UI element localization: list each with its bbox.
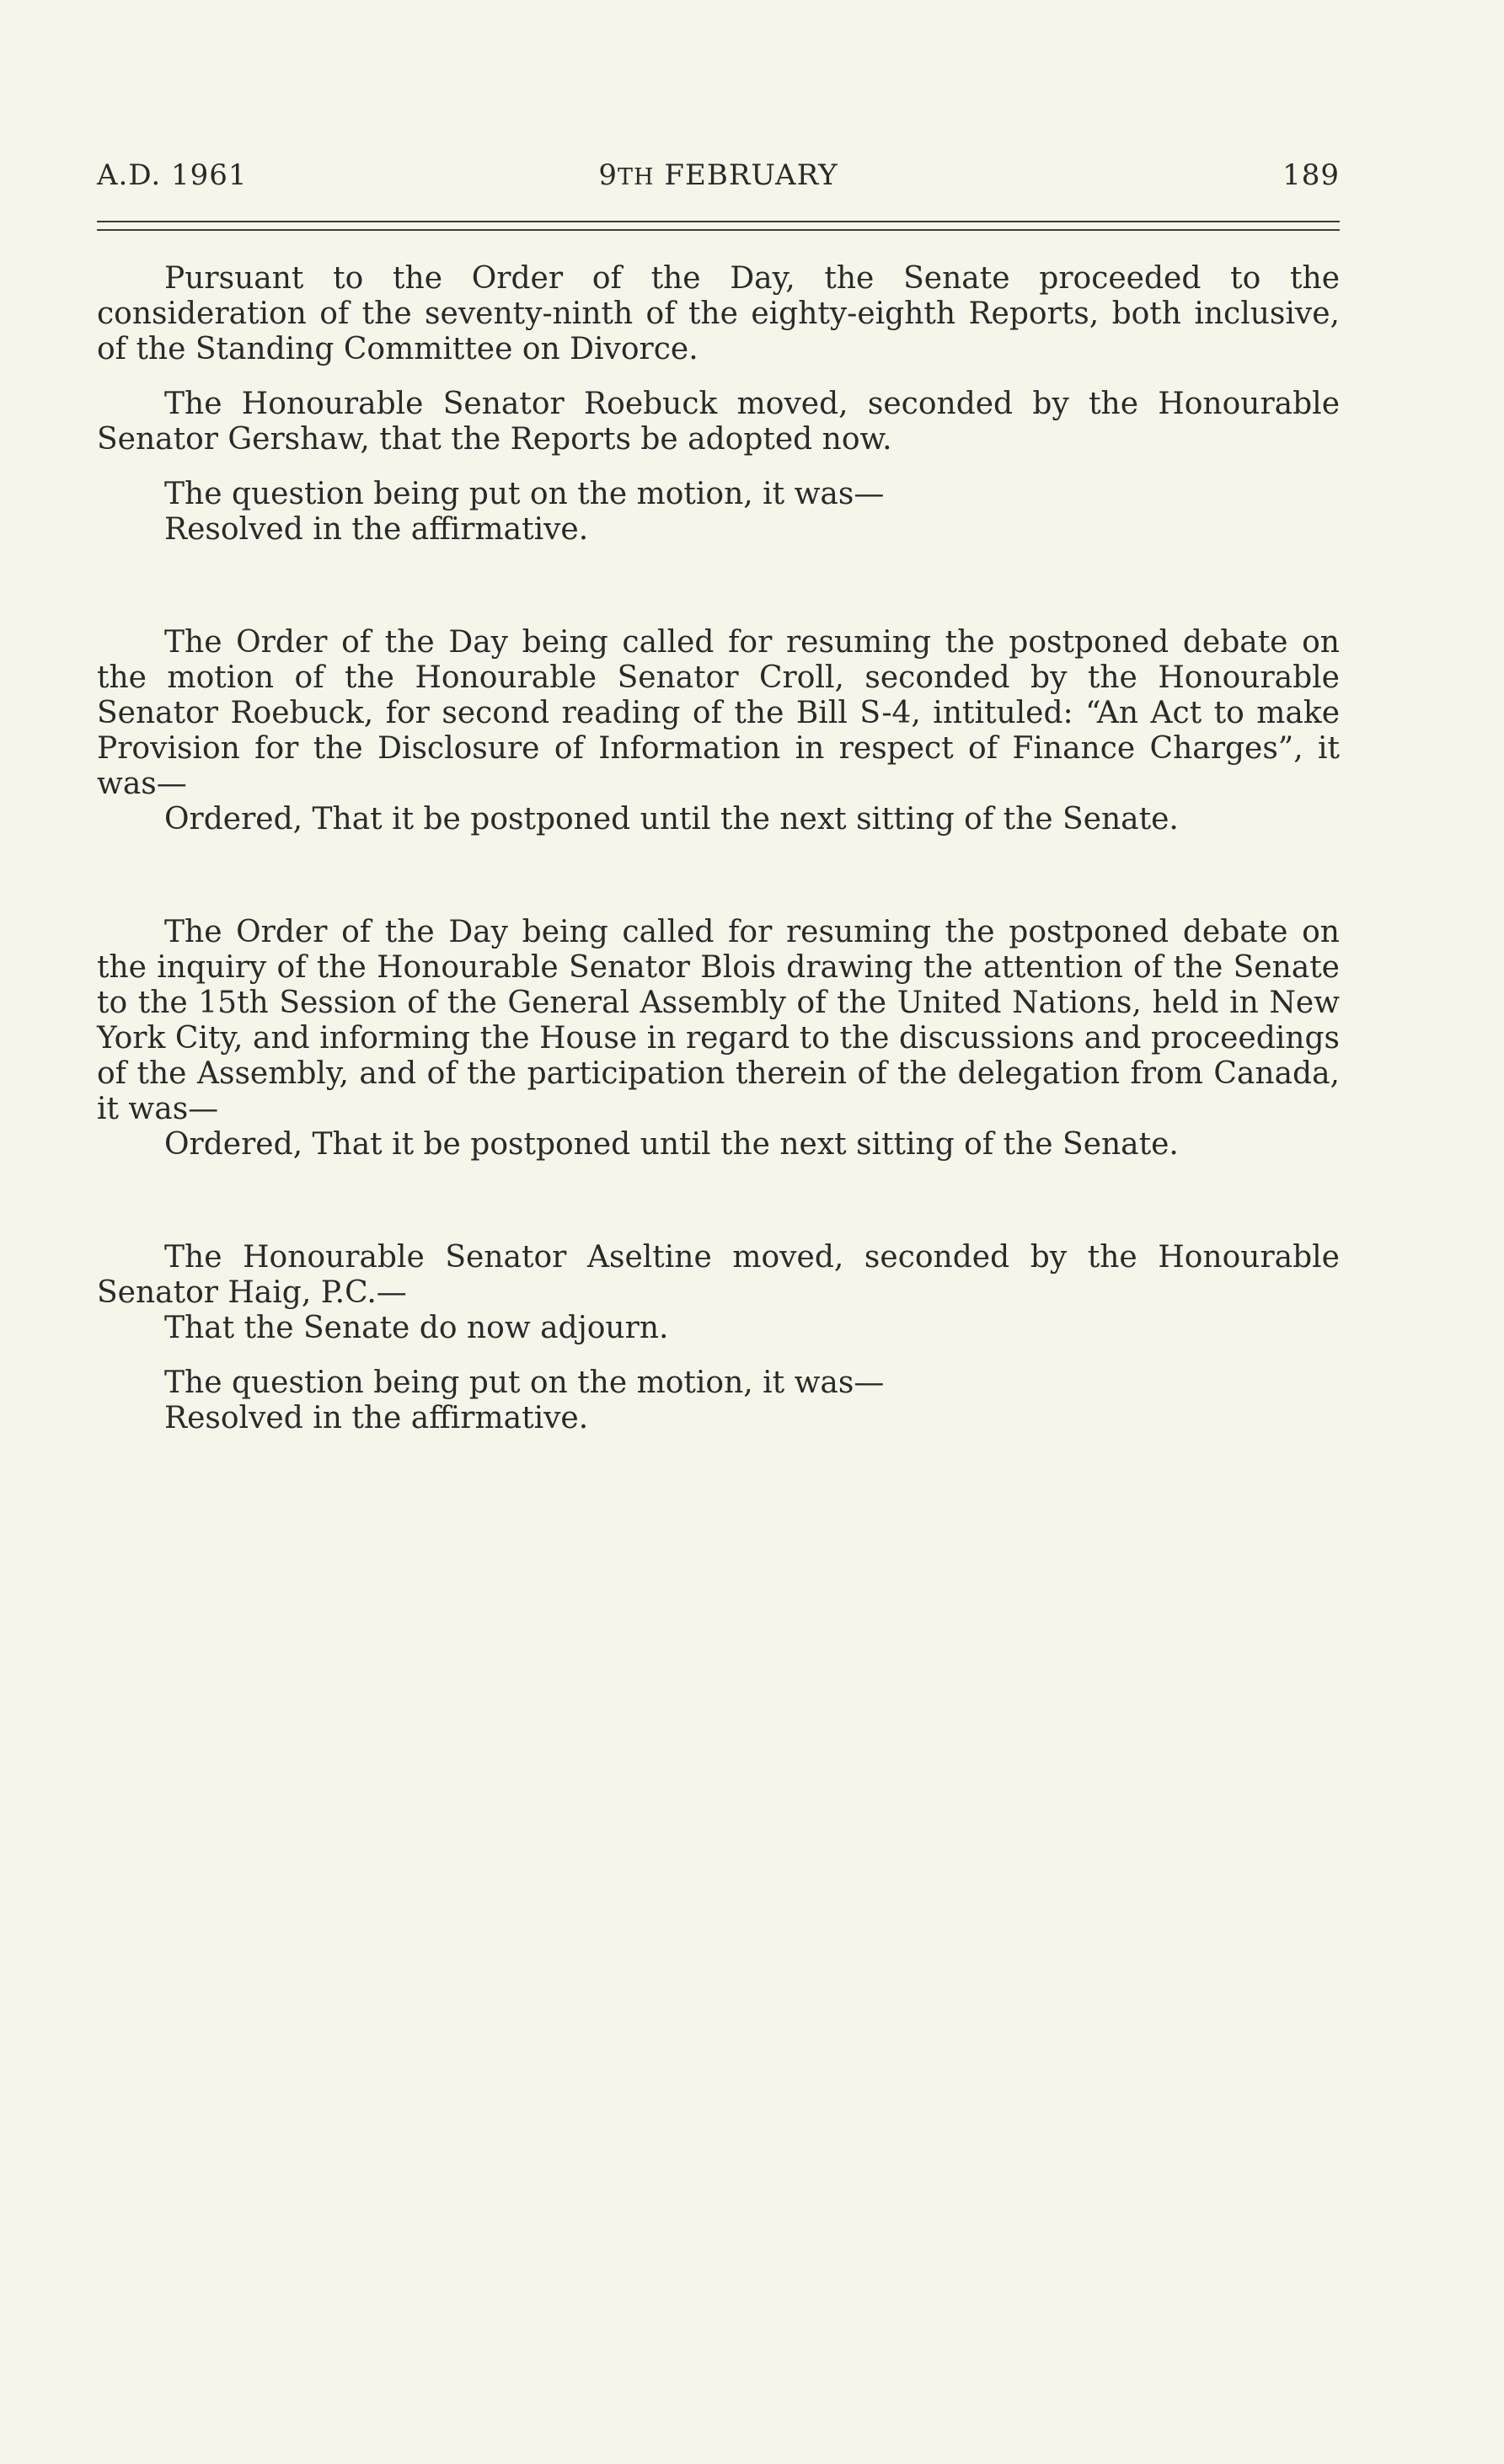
- paragraph: The Order of the Day being called for resuming the postponed debate on the motion of the Honourable Senator Croll, seconded by the Honourable Senator Roebuck, for second reading of the Bill S-4, intituled: “An Act to make Provision for the Disclosure of Information in respect of Finance Charges”, it was—: [97, 625, 1340, 801]
- paragraph: That the Senate do now adjourn.: [164, 1311, 669, 1345]
- paragraph: The Honourable Senator Aseltine moved, seconded by the Honourable Senator Haig, P.C.—: [97, 1240, 1340, 1310]
- paragraph: Ordered, That it be postponed until the next sitting of the Senate.: [164, 802, 1179, 836]
- page-header: [97, 158, 1340, 200]
- section-divorce-reports: [97, 261, 1340, 548]
- paragraph: Pursuant to the Order of the Day, the Senate proceeded to the consideration of the seventy-ninth of the eighty-eighth Reports, both inclusive, of the Standing Committee on Divorce.: [97, 261, 1340, 366]
- header-date: [97, 158, 1340, 192]
- header-year: A.D. 1961: [97, 158, 248, 192]
- header-day-suffix: TH: [618, 164, 655, 190]
- paragraph: Ordered, That it be postponed until the next sitting of the Senate.: [164, 1127, 1179, 1162]
- paragraph: The Order of the Day being called for resuming the postponed debate on the inquiry of the Honourable Senator Blois drawing the attention of the Senate to the 15th Session of the General Assembly of the United Nations, held in New York City, and informing the House in regard to the discussions and proceedings of the Assembly, and of the participation therein of the delegation from Canada, it was—: [97, 915, 1340, 1126]
- header-month: FEBRUARY: [664, 158, 838, 192]
- section-bill-s4: [97, 625, 1340, 837]
- header-rule-bottom: [97, 229, 1340, 231]
- paragraph: Resolved in the affirmative.: [164, 1401, 589, 1435]
- page-number: 189: [1282, 158, 1340, 192]
- paragraph: The Honourable Senator Roebuck moved, seconded by the Honourable Senator Gershaw, that the Reports be adopted now.: [97, 387, 1340, 457]
- section-un-inquiry: [97, 915, 1340, 1163]
- paragraph: The question being put on the motion, it was—: [164, 1366, 885, 1400]
- paragraph: Resolved in the affirmative.: [164, 512, 589, 547]
- paragraph: The question being put on the motion, it was—: [164, 477, 885, 511]
- page-body: [97, 261, 1340, 1436]
- header-day: 9: [598, 158, 618, 192]
- header-rule-top: [97, 221, 1340, 222]
- section-adjournment: [97, 1240, 1340, 1436]
